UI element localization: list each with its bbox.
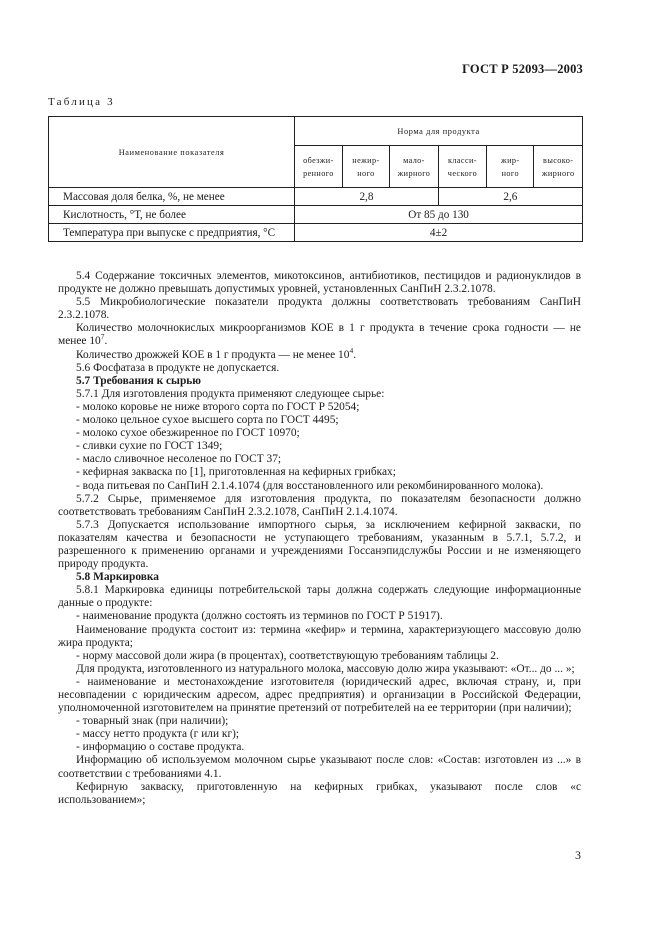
- row-value: 2,8: [295, 188, 439, 206]
- paragraph: 5.4 Содержание токсичных элементов, микотоксинов, антибиотиков, пестицидов и радионуклидов в продукте не должно превышать допустимых уровней, установленных СанПиН 2.3.2.1078.: [58, 270, 581, 296]
- paragraph: Для продукта, изготовленного из натурального молока, массовую долю жира указывают: «От... до ... »;: [76, 662, 575, 675]
- row-value: От 85 до 130: [295, 206, 583, 224]
- table-header-row: [49, 117, 583, 146]
- list-item: - наименование и местонахождение изготовителя (юридический адрес, включая страну, и, при несовпадении с юридическим адресом, адрес предприятия) и организации в Российской Федерации, уполномоченной изготовителем на принятие претензий от потребителей на ее территории (при наличии);: [58, 675, 581, 715]
- list-item: - массу нетто продукта (г или кг);: [76, 728, 240, 741]
- paragraph: 5.7.2 Сырье, применяемое для изготовления продукта, по показателям безопасности должно соответствовать требованиям СанПиН 2.3.2.1078, СанПиН 2.1.4.1074.: [58, 492, 581, 518]
- paragraph: Кефирную закваску, приготовленную на кефирных грибках, указывают после слов «с использованием»;: [58, 780, 581, 806]
- table-row: [49, 188, 583, 206]
- list-item: - молоко цельное сухое высшего сорта по ГОСТ 4495;: [76, 414, 339, 427]
- column-header-norm: Норма для продукта: [295, 117, 583, 146]
- list-item: - норму массовой доли жира (в процентах), соответствующую требованиям таблицы 2.: [76, 649, 499, 662]
- list-item: - информацию о составе продукта.: [76, 741, 245, 754]
- row-label: Температура при выпуске с предприятия, °С: [49, 224, 295, 242]
- list-item: - молоко коровье не ниже второго сорта по ГОСТ Р 52054;: [76, 400, 360, 413]
- list-item: - сливки сухие по ГОСТ 1349;: [76, 440, 223, 453]
- paragraph: Наименование продукта состоит из: термина «кефир» и термина, характеризующего массовую долю жира продукта;: [58, 623, 581, 649]
- document-header: ГОСТ Р 52093—2003: [462, 62, 583, 76]
- subheader-fat: жир- ного: [487, 146, 534, 188]
- row-value: 2,6: [438, 188, 582, 206]
- paragraph: 5.6 Фосфатаза в продукте не допускается.: [76, 361, 280, 374]
- list-item: - наименование продукта (должно состоять из терминов по ГОСТ Р 51917).: [76, 610, 443, 623]
- subheader-lowfat: мало- жирного: [390, 146, 439, 188]
- subheader-highfat: высоко- жирного: [534, 146, 583, 188]
- list-item: - масло сливочное несоленое по ГОСТ 37;: [76, 453, 282, 466]
- list-item: - молоко сухое обезжиренное по ГОСТ 10970;: [76, 427, 300, 440]
- paragraph: 5.5 Микробиологические показатели продукта должны соответствовать требованиям СанПиН 2.3.2.1078.: [58, 296, 581, 322]
- paragraph: Количество молочнокислых микроорганизмов КОЕ в 1 г продукта в течение срока годности — не менее $10^7$.: [58, 322, 581, 348]
- subheader-classic: класси- ческого: [438, 146, 486, 188]
- table-caption: Таблица 3: [48, 96, 115, 108]
- list-item: - товарный знак (при наличии);: [76, 715, 229, 728]
- paragraph: Информацию об используемом молочном сырье указывают после слов: «Состав: изготовлен из ...» в соответствии с требованиями 4.1.: [58, 754, 581, 780]
- row-label: Кислотность, °Т, не более: [49, 206, 295, 224]
- row-value: 4±2: [295, 224, 583, 242]
- column-header-indicator: Наименование показателя: [49, 117, 295, 188]
- list-item: - вода питьевая по СанПиН 2.1.4.1074 (для восстановленного или рекомбинированного молока).: [76, 479, 544, 492]
- paragraph: 5.8.1 Маркировка единицы потребительской тары должна содержать следующие информационные данные о продукте:: [58, 584, 581, 610]
- row-label: Массовая доля белка, %, не менее: [49, 188, 295, 206]
- paragraph: 5.7.3 Допускается использование импортного сырья, за исключением кефирной закваски, по показателям качества и безопасности не уступающего требованиям, указанным в 5.7.1, 5.7.2, и разрешенного к применению органами и учреждениями Госсанэпидслужбы России и не изменяющего природу продукта.: [58, 518, 581, 571]
- section-heading-raw-materials: 5.7 Требования к сырью: [76, 374, 202, 387]
- paragraph: 5.7.1 Для изготовления продукта применяют следующее сырье:: [76, 387, 385, 400]
- paragraph: Количество дрожжей КОЕ в 1 г продукта — не менее $10^4$.: [76, 345, 357, 361]
- section-heading-marking: 5.8 Маркировка: [76, 571, 159, 584]
- subheader-nonfat: нежир- ного: [342, 146, 389, 188]
- body-text: [58, 270, 581, 807]
- table-row: [49, 224, 583, 242]
- page-number: 3: [575, 848, 581, 862]
- list-item: - кефирная закваска по [1], приготовленная на кефирных грибках;: [76, 466, 396, 479]
- norms-table: [48, 116, 583, 242]
- subheader-skim: обезжи- ренного: [295, 146, 343, 188]
- table-row: [49, 206, 583, 224]
